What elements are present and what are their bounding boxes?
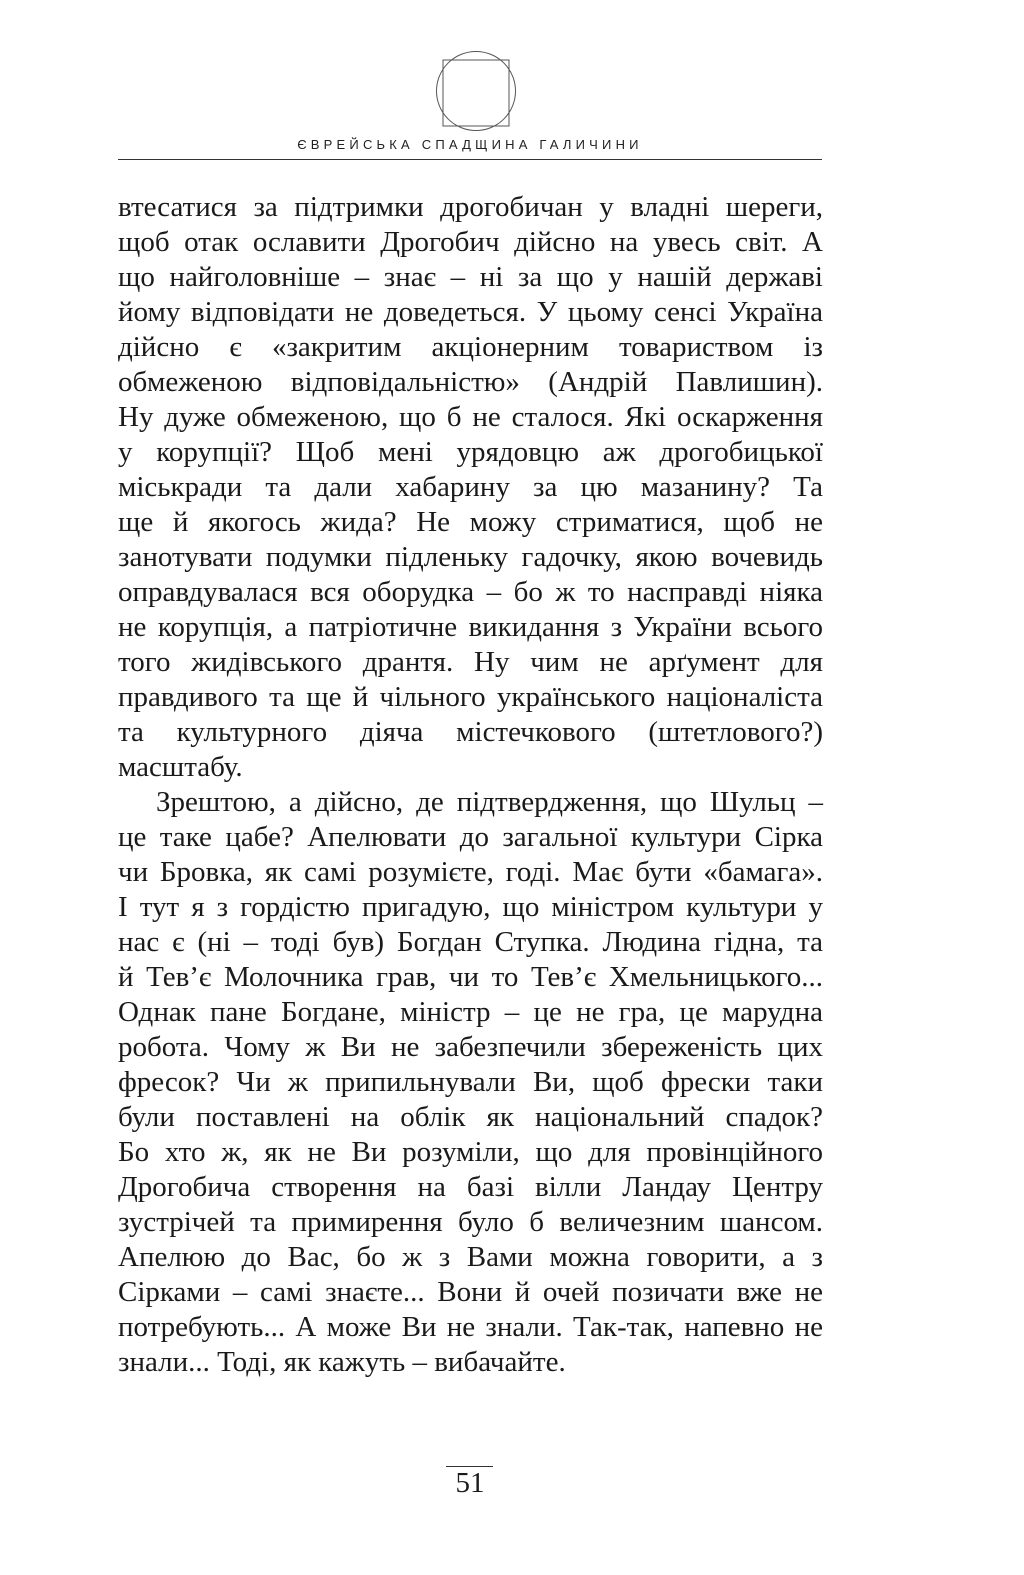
text-line: втесатися за підтримки дрогобичан у владні шереги, (118, 191, 823, 223)
emblem-logo-icon (435, 50, 517, 132)
text-line: обмеженою відповідальністю» (Андрій Павлишин). (118, 366, 823, 398)
text-line: нас є (ні – тоді був) Богдан Ступка. Людина гідна, та (118, 926, 823, 958)
text-line: І тут я з гордістю пригадую, що міністром культури у (118, 891, 823, 923)
text-line: Дрогобича створення на базі вілли Ландау Центру (118, 1171, 823, 1203)
text-line: Зрештою, а дійсно, де підтвердження, що Шульц – (156, 786, 823, 818)
running-header-title: ЄВРЕЙСЬКА СПАДЩИНА ГАЛИЧИНИ (297, 137, 643, 152)
text-line: правдивого та ще й чільного українського націоналіста (118, 681, 823, 713)
text-line: та культурного діяча містечкового (штетлового?) (118, 716, 823, 748)
text-line: у корупції? Щоб мені урядовцю аж дрогобицької (118, 436, 823, 468)
text-line: й Тев’є Молочника грав, чи то Тев’є Хмельницького... (118, 961, 823, 993)
text-line: фресок? Чи ж припильнували Ви, щоб фрески таки (118, 1066, 823, 1098)
text-line: робота. Чому ж Ви не забезпечили збереженість цих (118, 1031, 823, 1063)
text-line: Сірками – самі знаєте... Вони й очей позичати вже не (118, 1276, 823, 1308)
text-line: масштабу. (118, 751, 243, 783)
text-line: занотувати подумки підленьку гадочку, якою вочевидь (118, 541, 823, 573)
page-number: 51 (455, 1467, 485, 1499)
text-line: дійсно є «закритим акціонерним товариством із (118, 331, 823, 363)
text-line: йому відповідати не доведеться. У цьому сенсі Україна (118, 296, 823, 328)
main-text-body (118, 190, 823, 1380)
text-line: того жидівського дрантя. Ну чим не арґумент для (118, 646, 823, 678)
text-line: що найголовніше – знає – ні за що у нашій державі (118, 261, 823, 293)
text-line: чи Бровка, як самі розумієте, годі. Має бути «бамага». (118, 856, 823, 888)
text-line: ще й якогось жида? Не можу стриматися, щоб не (118, 506, 823, 538)
text-line: Ну дуже обмеженою, що б не сталося. Які оскарження (118, 401, 823, 433)
text-line: це таке цабе? Апелювати до загальної культури Сірка (118, 821, 823, 853)
text-line: міськради та дали хабарину за цю мазанину? Та (118, 471, 823, 503)
text-line: Бо хто ж, як не Ви розуміли, що для провінційного (118, 1136, 823, 1168)
text-line: були поставлені на облік як національний спадок? (118, 1101, 823, 1133)
text-line: не корупція, а патріотичне викидання з України всього (118, 611, 823, 643)
text-line: щоб отак ославити Дрогобич дійсно на увесь світ. А (118, 226, 823, 258)
text-line: Однак пане Богдане, міністр – це не гра, це марудна (118, 996, 823, 1028)
text-line: знали... Тоді, як кажуть – вибачайте. (118, 1346, 566, 1378)
text-line: оправдувалася вся оборудка – бо ж то насправді ніяка (118, 576, 823, 608)
text-line: потребують... А може Ви не знали. Так-так, напевно не (118, 1311, 823, 1343)
text-line: зустрічей та примирення було б величезним шансом. (118, 1206, 823, 1238)
header-divider (118, 159, 822, 160)
text-line: Апелюю до Вас, бо ж з Вами можна говорити, а з (118, 1241, 823, 1273)
